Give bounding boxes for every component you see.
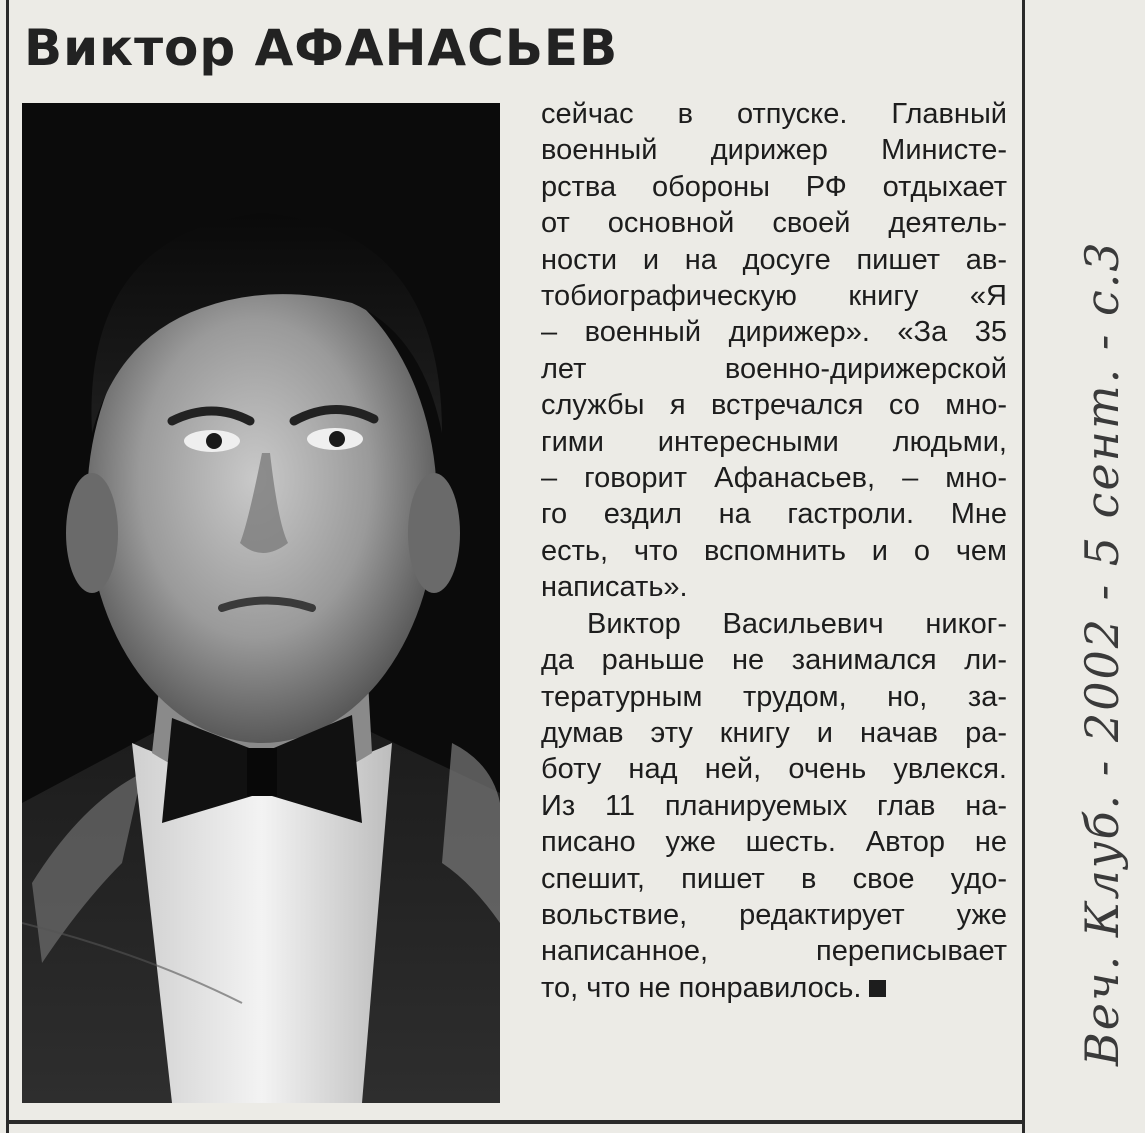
article-line: – говорит Афанасьев, – мно- <box>541 462 1007 495</box>
article-line: го ездил на гастроли. Мне <box>541 498 1007 531</box>
clipping-border-left <box>6 0 9 1133</box>
article-text <box>541 96 1007 1006</box>
article-line: да раньше не занимался ли- <box>541 644 1007 677</box>
headline: Виктор АФАНАСЬЕВ <box>24 19 619 77</box>
article-line: лет военно-дирижерской <box>541 352 1007 385</box>
article-line: думав эту книгу и начав ра- <box>541 716 1007 749</box>
article-line: от основной своей деятель- <box>541 207 1007 240</box>
article-line: тобиографическую книгу «Я <box>541 280 1007 313</box>
article-line: боту над ней, очень увлекся. <box>541 753 1007 786</box>
article-line: написать». <box>541 571 688 604</box>
article-line: службы я встречался со мно- <box>541 389 1007 422</box>
article-line: писано уже шесть. Автор не <box>541 826 1007 859</box>
article-line: Виктор Васильевич никог- <box>587 607 1007 640</box>
article-line: рства обороны РФ отдыхает <box>541 170 1007 203</box>
article-line: ности и на досуге пишет ав- <box>541 243 1007 276</box>
article-paragraph-1 <box>541 96 1007 606</box>
clipping-border-right <box>1022 0 1025 1133</box>
article-line: вольствие, редактирует уже <box>541 898 1007 931</box>
end-of-article-mark <box>869 980 886 997</box>
article-line: военный дирижер Министе- <box>541 134 1007 167</box>
article-line: спешит, пишет в свое удо- <box>541 862 1007 895</box>
article-paragraph-2 <box>541 606 1007 1006</box>
article-line: Из 11 планируемых глав на- <box>541 789 1007 822</box>
article-line: гими интересными людьми, <box>541 425 1007 458</box>
article-line: есть, что вспомнить и о чем <box>541 534 1007 567</box>
portrait-photo <box>22 103 500 1103</box>
clipping-border-bottom <box>6 1120 1025 1124</box>
article-line: – военный дирижер». «За 35 <box>541 316 1007 349</box>
handwritten-citation: Веч. Клуб. - 2002 - 5 сент. - с.3 <box>1075 240 1129 1066</box>
article-line: написанное, переписывает <box>541 935 1007 968</box>
article-line: то, что не понравилось. <box>541 970 1007 1006</box>
article-line: сейчас в отпуске. Главный <box>541 98 1007 130</box>
article-line: тературным трудом, но, за- <box>541 680 1007 713</box>
